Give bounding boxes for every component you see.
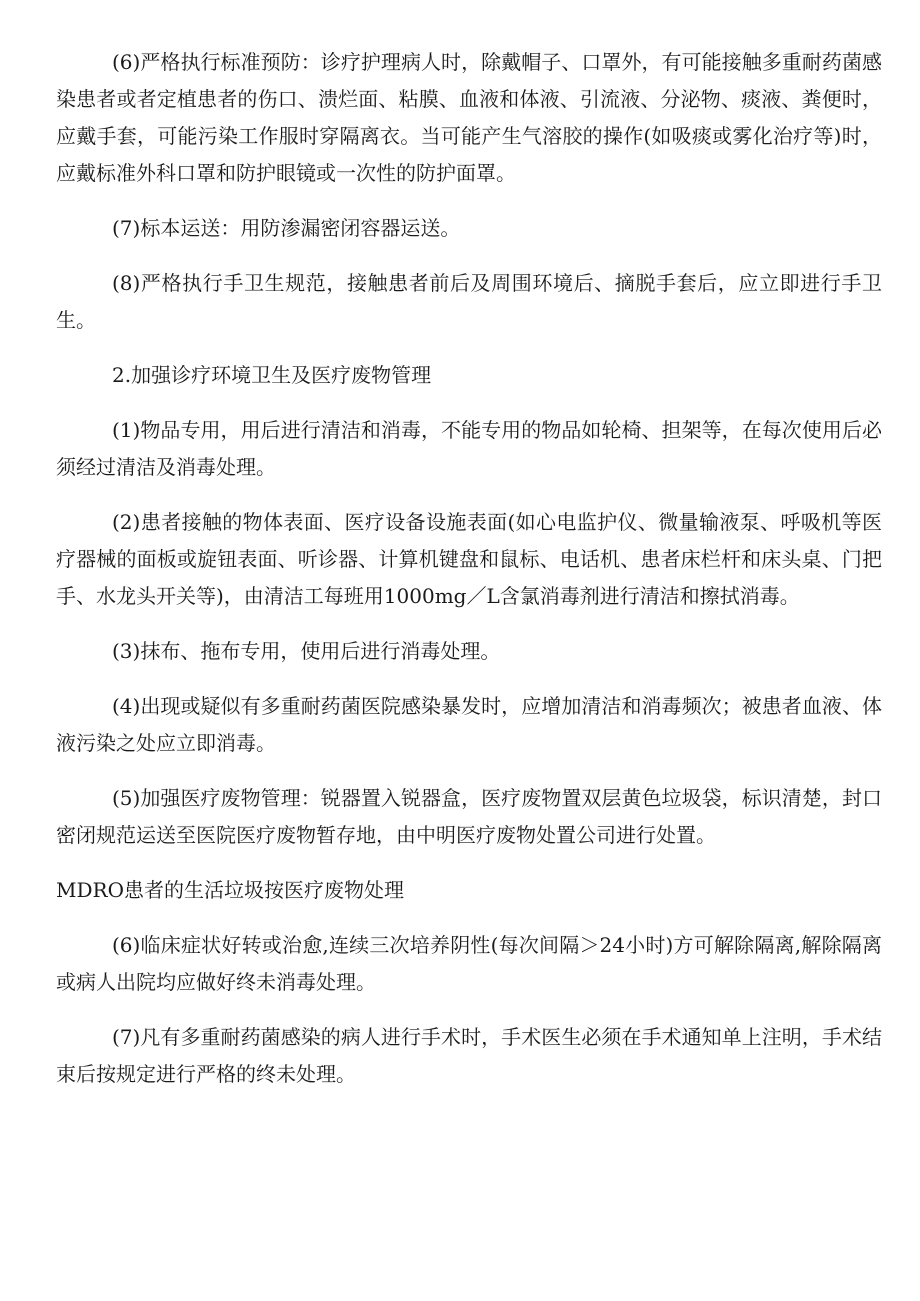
paragraph-mdro-garbage: MDRO患者的生活垃圾按医疗废物处理	[56, 878, 404, 902]
document-page	[56, 44, 882, 1111]
paragraph-specimen-transport: (7)标本运送：用防渗漏密闭容器运送。	[112, 216, 461, 240]
paragraph-release-isolation: (6)临床症状好转或治愈,连续三次培养阴性(每次间隔＞24小时)方可解除隔离,解除隔离或病人出院均应做好终未消毒处理。	[56, 933, 882, 994]
paragraph-medical-waste: (5)加强医疗废物管理：锐器置入锐器盒，医疗废物置双层黄色垃圾袋，标识清楚，封口密闭规范运送至医院医疗废物暂存地，由中明医疗废物处置公司进行处置。	[56, 786, 882, 847]
paragraph-surface-disinfection: (2)患者接触的物体表面、医疗设备设施表面(如心电监护仪、微量输液泵、呼吸机等医疗器械的面板或旋钮表面、听诊器、计算机键盘和鼠标、电话机、患者床栏杆和床头桌、门把手、水龙头开关等)，由清洁工每班用1000mg／L含氯消毒剂进行清洁和擦拭消毒。	[56, 510, 882, 608]
paragraph-dedicated-items: (1)物品专用，用后进行清洁和消毒，不能专用的物品如轮椅、担架等，在每次使用后必须经过清洁及消毒处理。	[56, 418, 882, 479]
paragraph-hand-hygiene: (8)严格执行手卫生规范，接触患者前后及周围环境后、摘脱手套后，应立即进行手卫生。	[56, 271, 882, 332]
section-heading-environment: 2.加强诊疗环境卫生及医疗废物管理	[112, 363, 432, 387]
paragraph-surgery-notice: (7)凡有多重耐药菌感染的病人进行手术时，手术医生必须在手术通知单上注明，手术结束后按规定进行严格的终未处理。	[56, 1025, 882, 1086]
paragraph-mops-cloths: (3)抹布、拖布专用，使用后进行消毒处理。	[112, 639, 501, 663]
paragraph-standard-precautions: (6)严格执行标准预防：诊疗护理病人时，除戴帽子、口罩外，有可能接触多重耐药菌感染患者或者定植患者的伤口、溃烂面、粘膜、血液和体液、引流液、分泌物、痰液、粪便时，应戴手套，可能污染工作服时穿隔离衣。当可能产生气溶胶的操作(如吸痰或雾化治疗等)时，应戴标准外科口罩和防护眼镜或一次性的防护面罩。	[56, 50, 882, 185]
paragraph-outbreak-cleaning: (4)出现或疑似有多重耐药菌医院感染暴发时，应增加清洁和消毒频次；被患者血液、体液污染之处应立即消毒。	[56, 694, 882, 755]
